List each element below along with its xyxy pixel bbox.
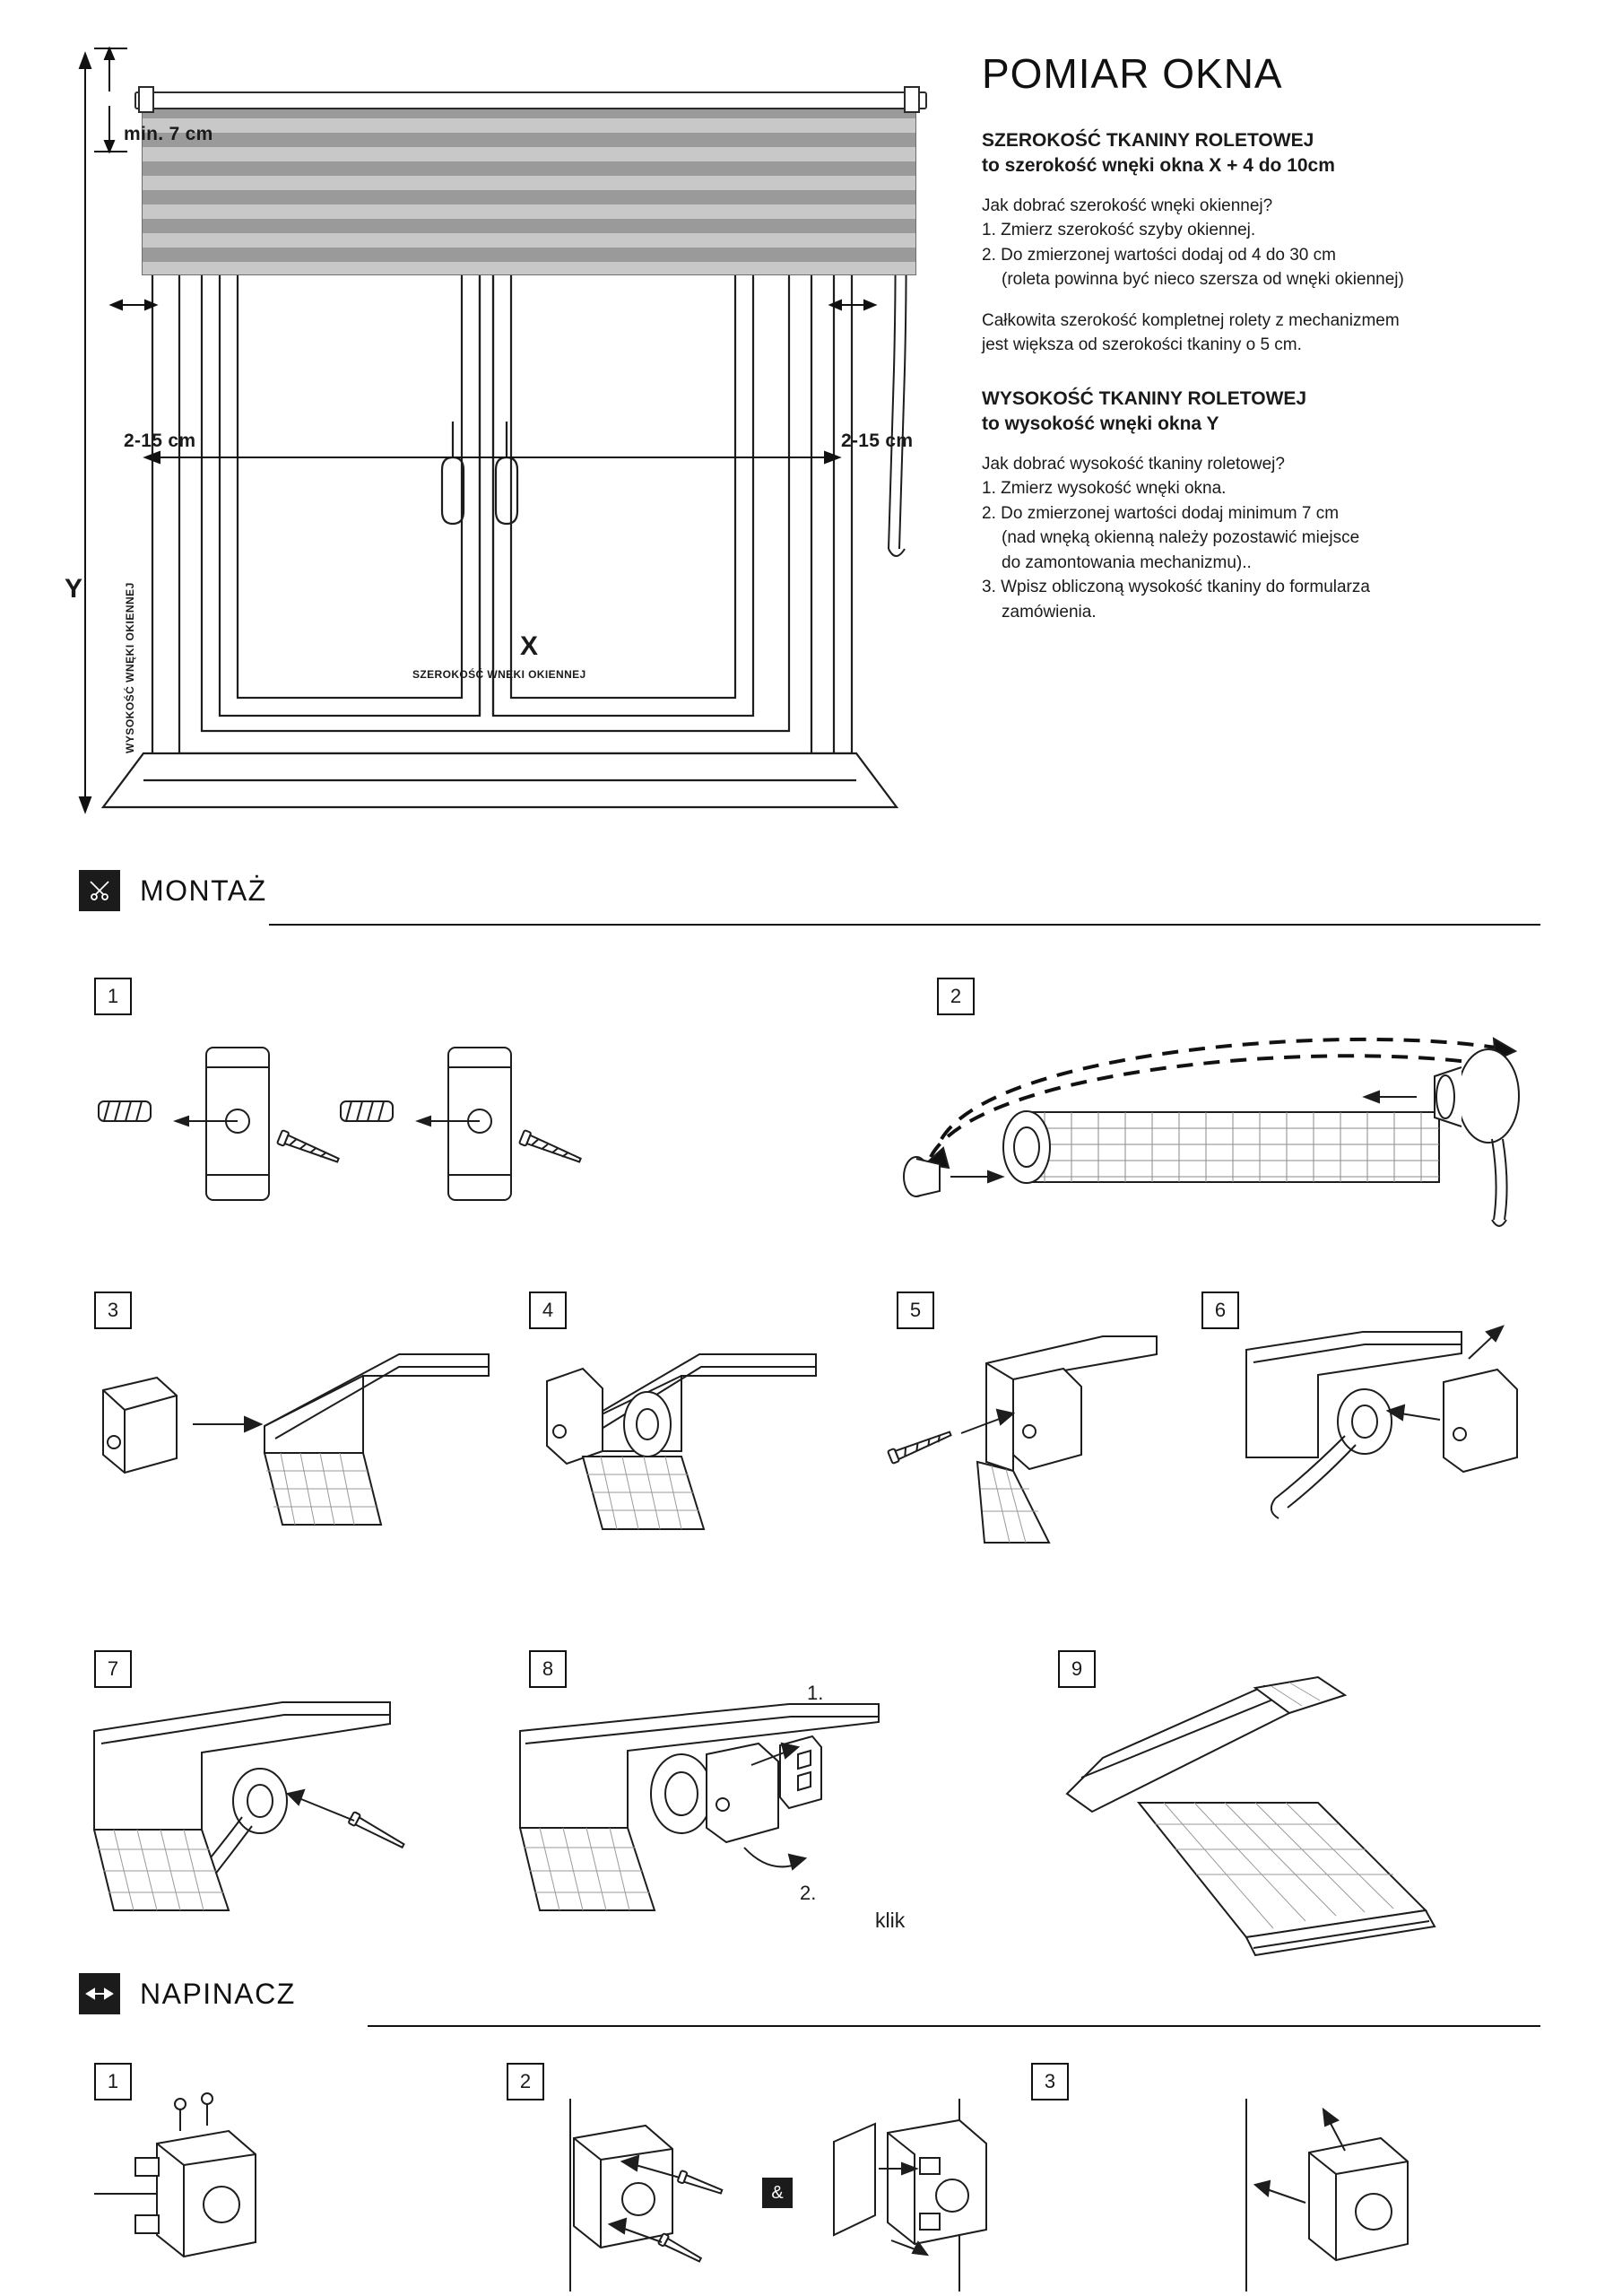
label-left-margin: 2-15 cm	[124, 430, 196, 451]
step-number-montaz-1: 1	[94, 978, 132, 1015]
width-step-2-note: (roleta powinna być nieco szersza od wnęki okiennej)	[1002, 270, 1404, 290]
label-x-caption: SZEROKOŚĆ WNĘKI OKIENNEJ	[412, 668, 586, 681]
step-number-montaz-3: 3	[94, 1292, 132, 1329]
section-rule-napinacz	[368, 2025, 1540, 2027]
label-y: Y	[65, 574, 83, 604]
label-y-caption: WYSOKOŚĆ WNĘKI OKIENNEJ	[124, 582, 136, 753]
window-measurement-diagram	[45, 36, 959, 870]
step-number-montaz-7: 7	[94, 1650, 132, 1688]
napinacz-step-2-illustration	[538, 2099, 1040, 2292]
step-number-montaz-4: 4	[529, 1292, 567, 1329]
montaz-step-7-illustration	[85, 1686, 471, 1919]
step8-label-1: 1.	[807, 1682, 824, 1704]
page-title: POMIAR OKNA	[982, 50, 1283, 97]
step8-label-klik: klik	[875, 1909, 906, 1932]
height-step-3-note: zamówienia.	[1002, 602, 1097, 622]
width-heading-line2: to szerokość wnęki okna X + 4 do 10cm	[982, 155, 1335, 177]
width-heading	[982, 128, 1592, 179]
label-right-margin: 2-15 cm	[841, 430, 914, 451]
height-instructions	[982, 452, 1592, 625]
height-step-3: 3. Wpisz obliczoną wysokość tkaniny do formularza	[982, 578, 1370, 597]
step-number-napinacz-3: 3	[1031, 2063, 1069, 2100]
ampersand-badge: &	[762, 2178, 793, 2208]
height-step-2: 2. Do zmierzonej wartości dodaj minimum 7 cm	[982, 503, 1340, 523]
montaz-step-1-illustration	[90, 1031, 664, 1229]
step8-label-2: 2.	[800, 1882, 817, 1904]
step-number-montaz-8: 8	[529, 1650, 567, 1688]
height-heading-line2: to wysokość wnęki okna Y	[982, 413, 1219, 435]
blind-fabric	[142, 103, 916, 275]
height-step-2-note-a: (nad wnęką okienną należy pozostawić miejsce	[1002, 528, 1360, 548]
step-number-montaz-5: 5	[897, 1292, 934, 1329]
arrows-icon	[79, 1973, 120, 2014]
section-montaz-header	[79, 870, 1540, 911]
width-heading-line1: SZEROKOŚĆ TKANINY ROLETOWEJ	[982, 130, 1314, 151]
label-x: X	[520, 631, 539, 661]
napinacz-step-3-illustration	[1237, 2099, 1533, 2292]
height-heading	[982, 387, 1592, 438]
roller-tube	[134, 91, 927, 109]
bracket-left	[138, 86, 154, 113]
width-step-2: 2. Do zmierzonej wartości dodaj od 4 do 30 cm	[982, 245, 1336, 265]
label-min-7cm: min. 7 cm	[124, 124, 213, 144]
montaz-step-5-illustration	[879, 1318, 1175, 1543]
step-number-montaz-6: 6	[1201, 1292, 1239, 1329]
measurement-text-column	[982, 49, 1592, 640]
height-question: Jak dobrać wysokość tkaniny roletowej?	[982, 454, 1285, 474]
step-number-montaz-2: 2	[937, 978, 975, 1015]
width-question: Jak dobrać szerokość wnęki okiennej?	[982, 196, 1273, 215]
step-number-montaz-9: 9	[1058, 1650, 1096, 1688]
montaz-step-3-illustration	[85, 1327, 507, 1534]
montaz-step-2-illustration	[888, 1013, 1551, 1247]
width-instructions	[982, 194, 1592, 292]
montaz-step-8-illustration	[511, 1682, 977, 1937]
montaz-step-4-illustration	[529, 1327, 906, 1534]
width-step-1: 1. Zmierz szerokość szyby okiennej.	[982, 221, 1256, 240]
width-total-note-line2: jest większa od szerokości tkaniny o 5 cm.	[982, 335, 1302, 355]
step-number-napinacz-1: 1	[94, 2063, 132, 2100]
section-rule-montaz	[269, 924, 1540, 926]
height-step-2-note-b: do zamontowania mechanizmu)..	[1002, 552, 1252, 572]
napinacz-step-1-illustration	[85, 2099, 354, 2287]
step-number-napinacz-2: 2	[507, 2063, 544, 2100]
height-heading-line1: WYSOKOŚĆ TKANINY ROLETOWEJ	[982, 387, 1307, 409]
width-total-note	[982, 309, 1592, 358]
bracket-right	[904, 86, 920, 113]
section-title-montaz: MONTAŻ	[140, 874, 267, 907]
section-napinacz-header	[79, 1973, 1540, 2014]
width-total-note-line1: Całkowita szerokość kompletnej rolety z mechanizmem	[982, 310, 1400, 330]
montaz-step-9-illustration	[1040, 1677, 1506, 1946]
tools-icon	[79, 870, 120, 911]
section-title-napinacz: NAPINACZ	[140, 1977, 296, 2010]
montaz-step-6-illustration	[1210, 1314, 1569, 1547]
height-step-1: 1. Zmierz wysokość wnęki okna.	[982, 479, 1227, 499]
